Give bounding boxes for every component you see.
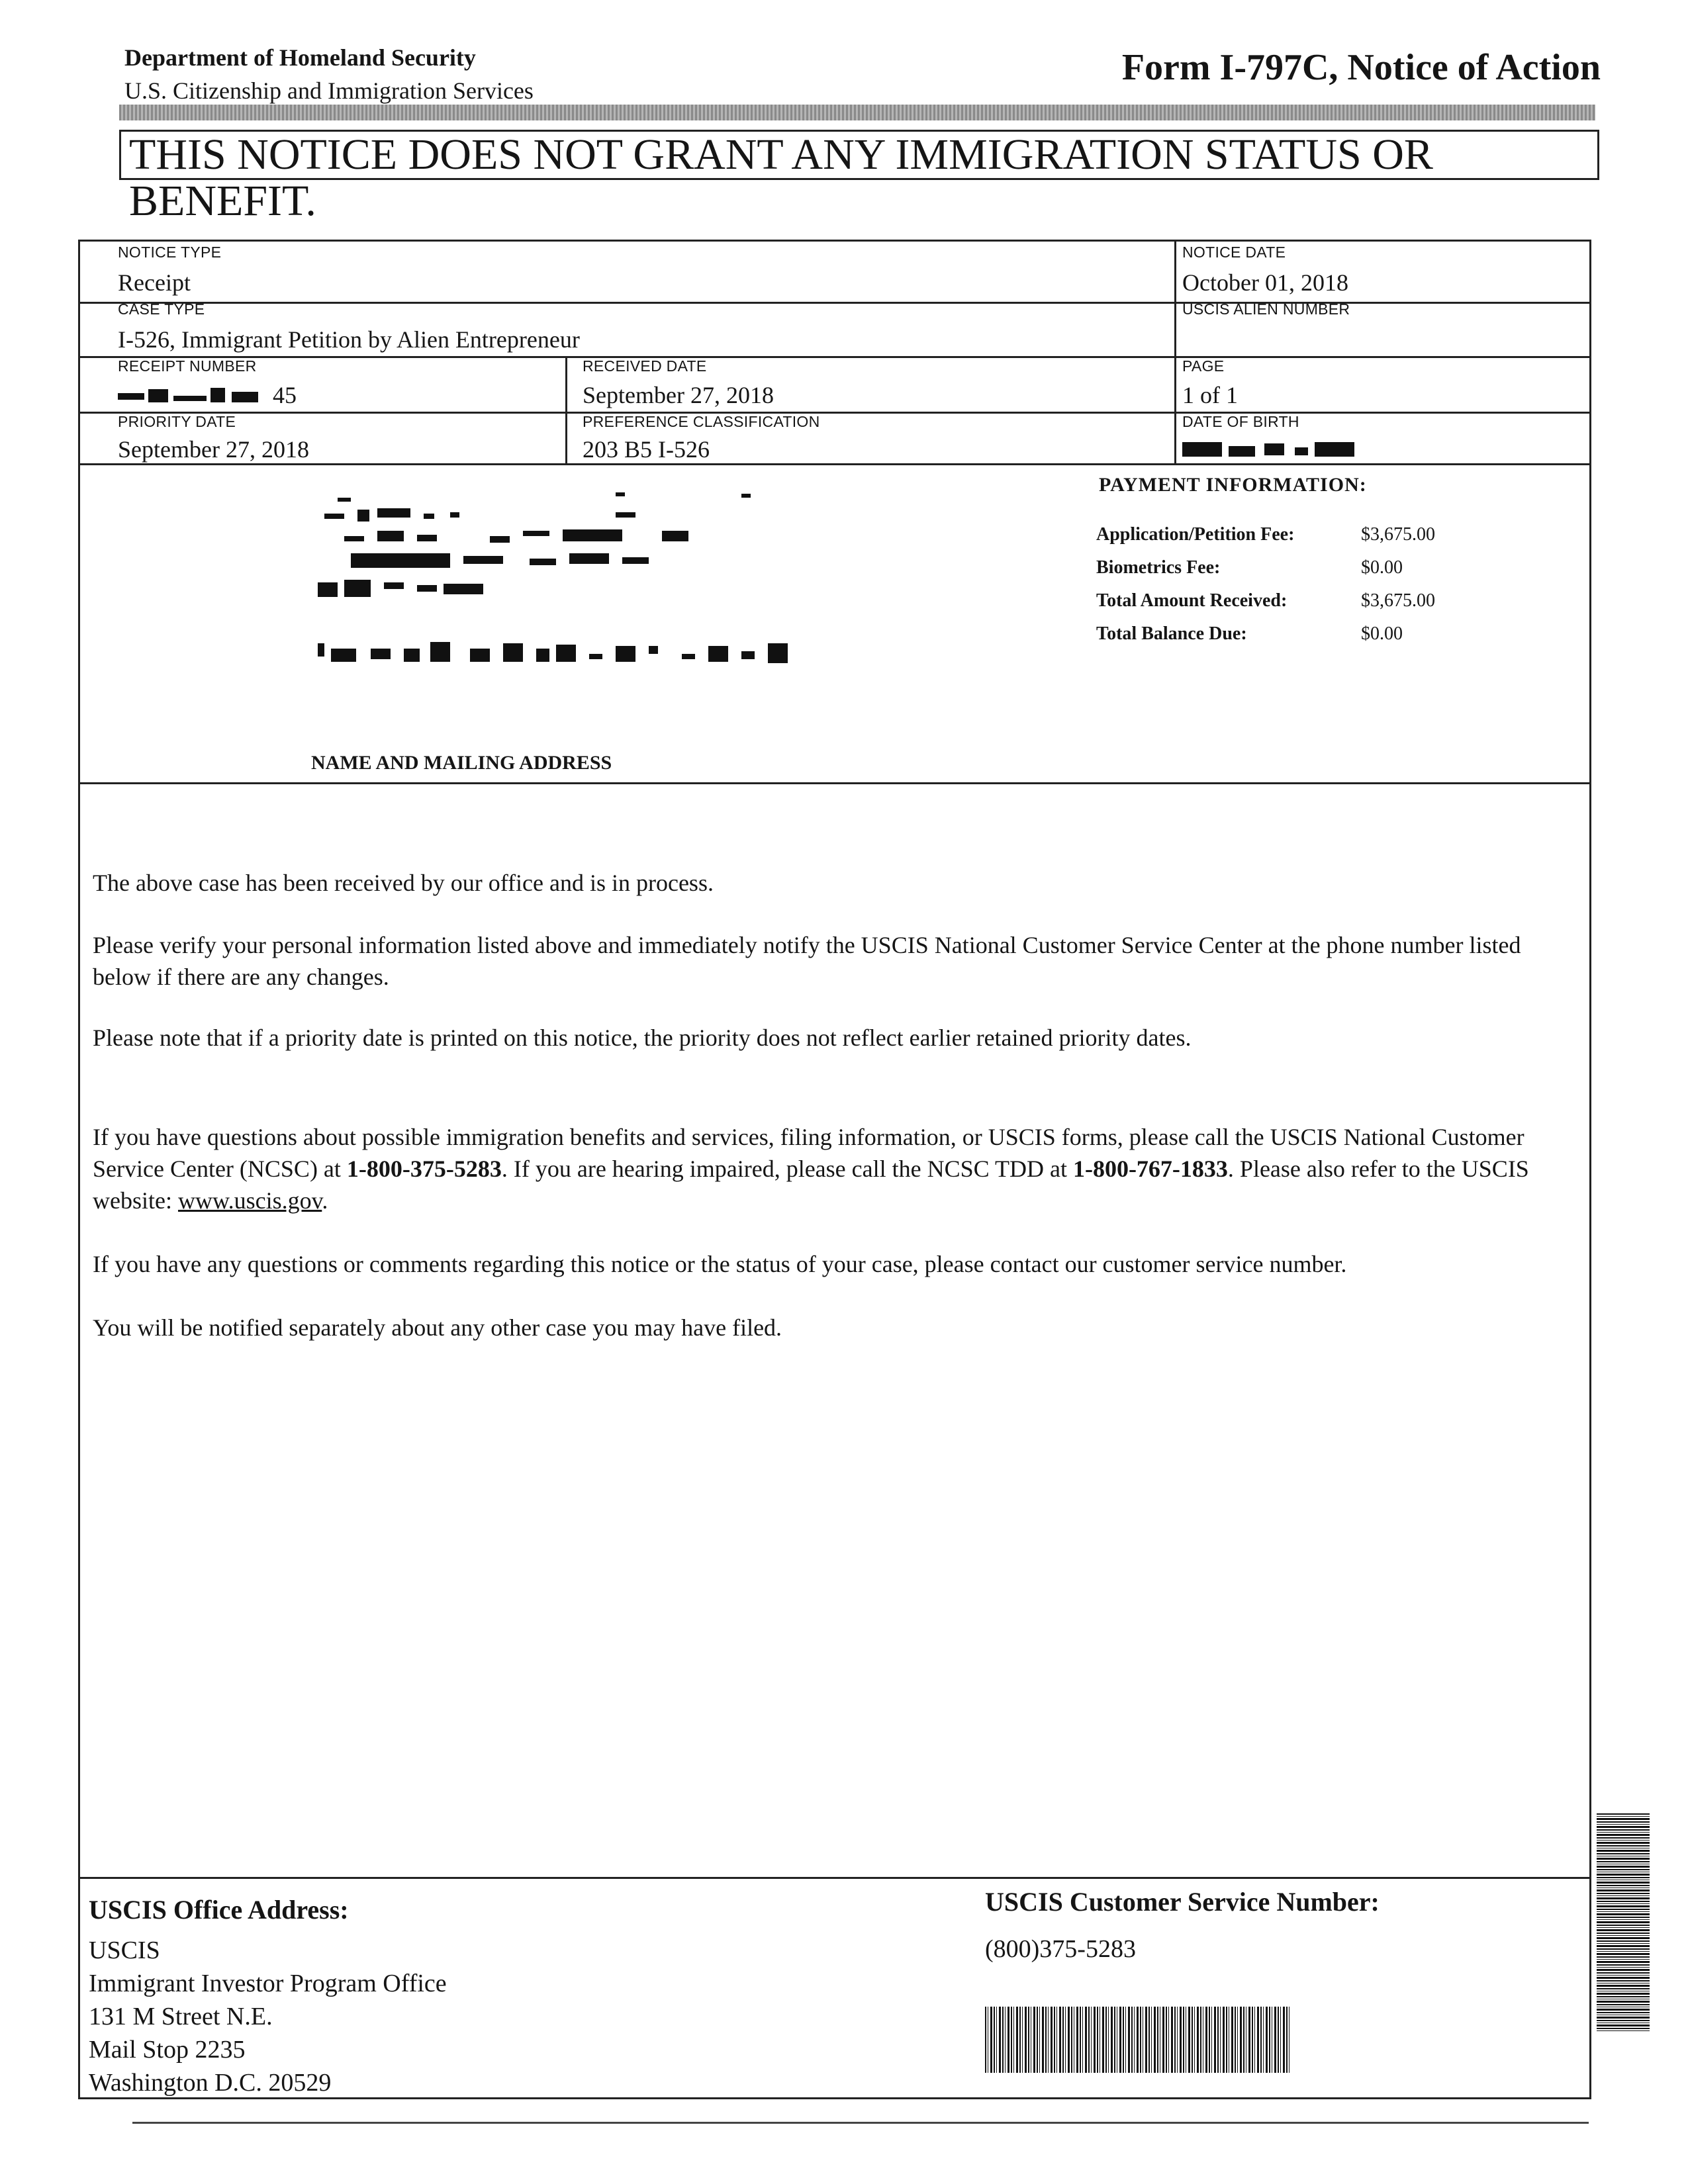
ncsc-phone: 1-800-375-5283: [346, 1156, 502, 1182]
notice-date-label: NOTICE DATE: [1182, 244, 1286, 261]
payment-label: Application/Petition Fee:: [1096, 524, 1295, 545]
side-barcode: [1597, 1813, 1650, 2032]
footer-divider: [78, 1877, 1591, 1879]
customer-service-heading: USCIS Customer Service Number:: [985, 1887, 1380, 1917]
notice-date-value: October 01, 2018: [1182, 269, 1348, 296]
payment-value: $0.00: [1361, 623, 1403, 644]
receipt-number-label: RECEIPT NUMBER: [118, 357, 257, 375]
paragraph-verify: Please verify your personal information listed above and immediately notify the USCIS National Customer Service Center at the phone number listed below if there are any changes.: [93, 932, 1521, 990]
notice-type-value: Receipt: [118, 269, 191, 296]
header-rule: [119, 105, 1595, 120]
priority-date-value: September 27, 2018: [118, 436, 309, 463]
preference-classification-value: 203 B5 I-526: [583, 436, 710, 463]
status-banner: THIS NOTICE DOES NOT GRANT ANY IMMIGRATION STATUS OR BENEFIT.: [119, 130, 1599, 180]
priority-date-label: PRIORITY DATE: [118, 413, 236, 430]
paragraph-comments: If you have any questions or comments regarding this notice or the status of your case, please contact our customer service number.: [93, 1251, 1347, 1277]
date-of-birth-redaction: [1182, 439, 1368, 459]
page-label: PAGE: [1182, 357, 1225, 375]
payment-label: Total Amount Received:: [1096, 590, 1288, 611]
alien-number-label: USCIS ALIEN NUMBER: [1182, 300, 1350, 318]
page-value: 1 of 1: [1182, 382, 1238, 408]
redacted-mailing-address: [318, 490, 821, 688]
office-address: USCIS Immigrant Investor Program Office 131 M Street N.E. Mail Stop 2235 Washington D.C. 20529: [89, 1936, 447, 2097]
paragraph-priority: Please note that if a priority date is printed on this notice, the priority does not reflect earlier retained priority dates.: [93, 1024, 1192, 1051]
customer-service-number: (800)375-5283: [985, 1935, 1136, 1963]
case-type-label: CASE TYPE: [118, 300, 205, 318]
bottom-rule: [132, 2122, 1589, 2124]
uscis-website-link[interactable]: www.uscis.gov: [177, 1187, 322, 1214]
barcode: [985, 2007, 1289, 2073]
payment-label: Biometrics Fee:: [1096, 557, 1221, 578]
paragraph-other-case: You will be notified separately about any other case you may have filed.: [93, 1314, 782, 1341]
received-date-label: RECEIVED DATE: [583, 357, 707, 375]
payment-value: $3,675.00: [1361, 590, 1435, 611]
agency-name: U.S. Citizenship and Immigration Services: [124, 77, 534, 104]
received-date-value: September 27, 2018: [583, 382, 774, 408]
receipt-number-value: 45: [273, 382, 297, 408]
department-name: Department of Homeland Security: [124, 44, 476, 71]
name-and-mailing-address-label: NAME AND MAILING ADDRESS: [311, 752, 612, 774]
office-address-heading: USCIS Office Address:: [89, 1895, 349, 1925]
payment-label: Total Balance Due:: [1096, 623, 1247, 644]
preference-classification-label: PREFERENCE CLASSIFICATION: [583, 413, 820, 430]
agency-block: [124, 41, 534, 107]
paragraph-questions: If you have questions about possible immigration benefits and services, filing information, or USCIS forms, please call the USCIS National Customer Service Center (NCSC) at 1-800-375-5283. If you are hearing impaired, please call the NCSC TDD at 1-800-767-1833. Please also refer to the USCIS website: www.uscis.gov.: [93, 1124, 1529, 1214]
notice-type-label: NOTICE TYPE: [118, 244, 222, 261]
payment-title: PAYMENT INFORMATION:: [1099, 474, 1367, 496]
date-of-birth-label: DATE OF BIRTH: [1182, 413, 1299, 430]
form-title: Form I-797C, Notice of Action: [1121, 47, 1601, 88]
tdd-phone: 1-800-767-1833: [1072, 1156, 1228, 1182]
payment-value: $0.00: [1361, 557, 1403, 578]
case-type-value: I-526, Immigrant Petition by Alien Entrepreneur: [118, 326, 580, 353]
payment-value: $3,675.00: [1361, 524, 1435, 545]
paragraph-received: The above case has been received by our office and is in process.: [93, 870, 714, 896]
receipt-number-redaction: [118, 387, 270, 406]
